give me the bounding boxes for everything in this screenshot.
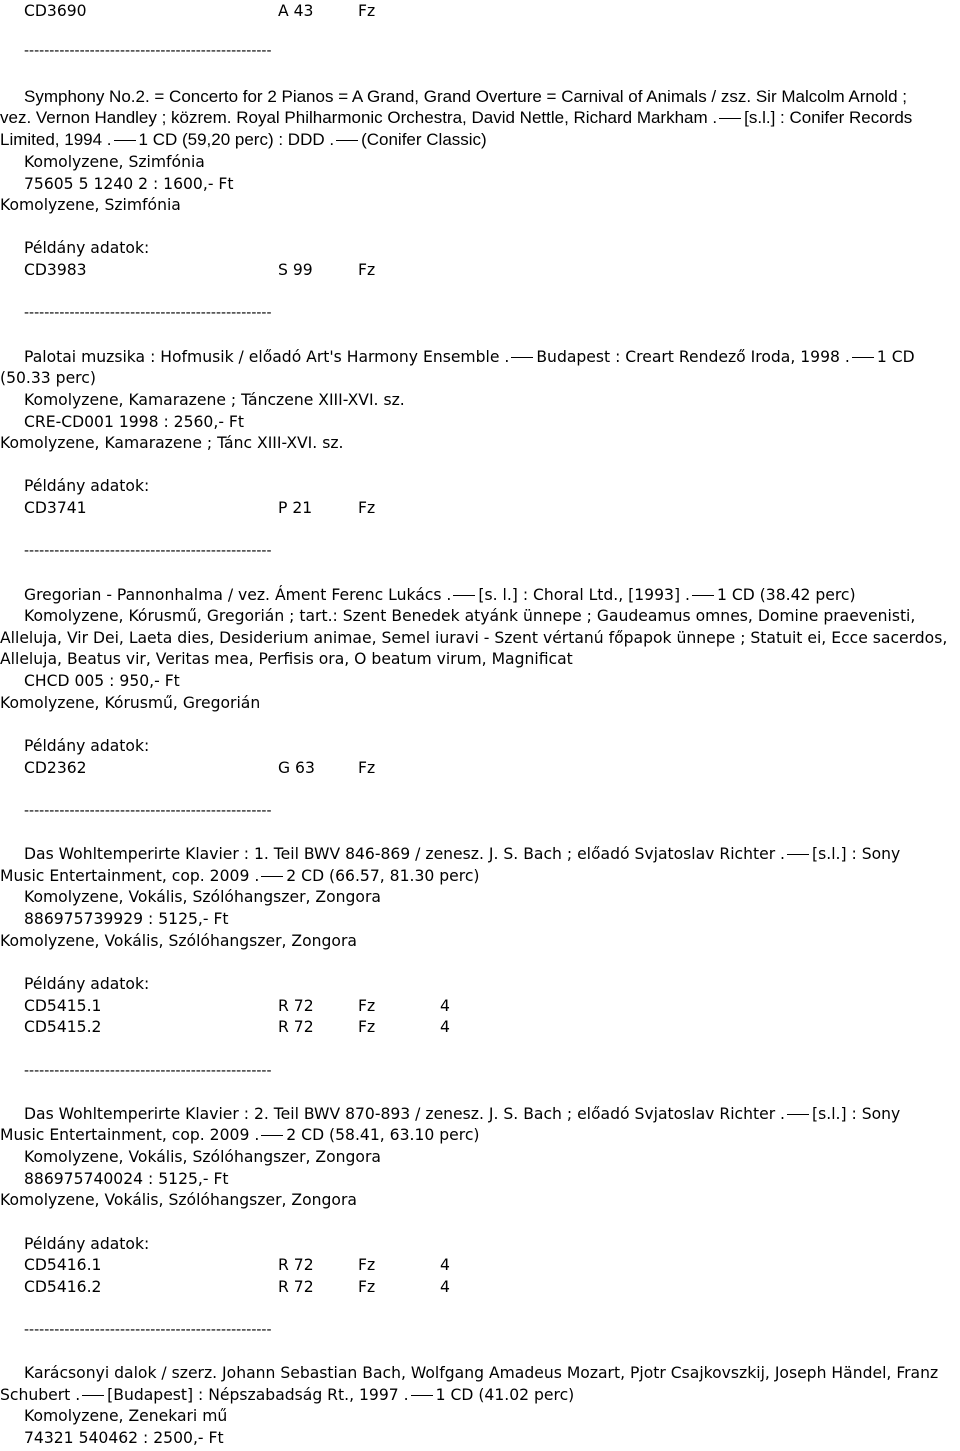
copy-location: Fz bbox=[358, 261, 376, 279]
copy-count: 4 bbox=[440, 1278, 450, 1296]
copy-row bbox=[0, 0, 960, 22]
record-subject: Komolyzene, Szimfónia bbox=[24, 153, 205, 171]
separator: ------------------------------------------------- bbox=[24, 803, 272, 819]
copy-id: CD5416.2 bbox=[24, 1278, 102, 1296]
record-title-line: Alleluja, Vir Dei, Laeta dies, Desiderium animae, Semel iuravi - Szent vértanú főpapok ünnepe ; Statuit ei, Ecce sacerdos, bbox=[0, 629, 948, 647]
copies-label: Példány adatok: bbox=[24, 737, 150, 755]
dash-icon bbox=[336, 140, 358, 141]
record-title-line: Music Entertainment, cop. 2009 . 2 CD (58.41, 63.10 perc) bbox=[0, 1126, 480, 1144]
record-subject-heading: Komolyzene, Szimfónia bbox=[0, 196, 181, 214]
copy-row bbox=[0, 757, 960, 779]
copy-shelf: S 99 bbox=[278, 261, 313, 279]
record-title-line: Komolyzene, Kórusmű, Gregorián ; tart.: Szent Benedek atyánk ünnepe ; Gaudeamus omnes, Domine praevenisti, bbox=[24, 607, 916, 625]
record-title-line: Symphony No.2. = Concerto for 2 Pianos = A Grand, Grand Overture = Carnival of Animals / zsz. Sir Malcolm Arnold ; bbox=[24, 87, 907, 106]
copy-id: CD3741 bbox=[24, 499, 87, 517]
copy-shelf: R 72 bbox=[278, 997, 314, 1015]
copy-shelf: R 72 bbox=[278, 1278, 314, 1296]
copy-row bbox=[0, 1254, 960, 1276]
copy-count: 4 bbox=[440, 1018, 450, 1036]
record-subject: Komolyzene, Vokális, Szólóhangszer, Zongora bbox=[24, 888, 381, 906]
record-title-line: Gregorian - Pannonhalma / vez. Áment Ferenc Lukács . [s. l.] : Choral Ltd., [1993] . 1 CD (38.42 perc) bbox=[24, 586, 856, 604]
copy-row bbox=[0, 259, 960, 281]
copy-location: Fz bbox=[358, 499, 376, 517]
record-title-line: Das Wohltemperirte Klavier : 2. Teil BWV 870-893 / zenesz. J. S. Bach ; előadó Svjatoslav Richter . [s.l.] : Sony bbox=[24, 1105, 901, 1123]
record-title-line: Palotai muzsika : Hofmusik / előadó Art's Harmony Ensemble . Budapest : Creart Rendező Iroda, 1998 . 1 CD bbox=[24, 348, 915, 366]
record-title-line: vez. Vernon Handley ; közrem. Royal Philharmonic Orchestra, David Nettle, Richard Markham . [s.l.] : Conifer Records bbox=[0, 108, 913, 127]
dash-icon bbox=[692, 595, 714, 596]
dash-icon bbox=[787, 1114, 809, 1115]
copy-location: Fz bbox=[358, 997, 376, 1015]
copy-id: CD5416.1 bbox=[24, 1256, 102, 1274]
dash-icon bbox=[82, 1395, 104, 1396]
copy-id: CD5415.1 bbox=[24, 997, 102, 1015]
copy-row bbox=[0, 1276, 960, 1298]
dash-icon bbox=[719, 118, 741, 119]
copy-count: 4 bbox=[440, 1256, 450, 1274]
separator: ------------------------------------------------- bbox=[24, 43, 272, 59]
separator: ------------------------------------------------- bbox=[24, 1063, 272, 1079]
copy-id: CD5415.2 bbox=[24, 1018, 102, 1036]
record-subject: Komolyzene, Vokális, Szólóhangszer, Zongora bbox=[24, 1148, 381, 1166]
record-subject-heading: Komolyzene, Kamarazene ; Tánc XIII-XVI. sz. bbox=[0, 434, 344, 452]
copy-shelf: G 63 bbox=[278, 759, 315, 777]
record-price: 886975740024 : 5125,- Ft bbox=[24, 1170, 229, 1188]
record-subject-heading: Komolyzene, Kórusmű, Gregorián bbox=[0, 694, 261, 712]
copies-label: Példány adatok: bbox=[24, 975, 150, 993]
record-price: 886975739929 : 5125,- Ft bbox=[24, 910, 229, 928]
record-subject: Komolyzene, Zenekari mű bbox=[24, 1407, 228, 1425]
dash-icon bbox=[453, 595, 475, 596]
copy-shelf: R 72 bbox=[278, 1018, 314, 1036]
copy-row bbox=[0, 497, 960, 519]
separator: ------------------------------------------------- bbox=[24, 1322, 272, 1338]
record-price: CHCD 005 : 950,- Ft bbox=[24, 672, 180, 690]
copy-location: Fz bbox=[358, 1018, 376, 1036]
copy-location: Fz bbox=[358, 1256, 376, 1274]
record-price: 75605 5 1240 2 : 1600,- Ft bbox=[24, 175, 234, 193]
copies-label: Példány adatok: bbox=[24, 477, 150, 495]
copies-label: Példány adatok: bbox=[24, 239, 150, 257]
copies-label: Példány adatok: bbox=[24, 1235, 150, 1253]
record-title-line: (50.33 perc) bbox=[0, 369, 96, 387]
record-title-line: Music Entertainment, cop. 2009 . 2 CD (66.57, 81.30 perc) bbox=[0, 867, 480, 885]
record-title-line: Karácsonyi dalok / szerz. Johann Sebastian Bach, Wolfgang Amadeus Mozart, Pjotr Csajkovszkij, Joseph Händel, Franz bbox=[24, 1364, 939, 1382]
dash-icon bbox=[261, 876, 283, 877]
record-price: CRE-CD001 1998 : 2560,- Ft bbox=[24, 413, 244, 431]
copy-shelf: A 43 bbox=[278, 2, 314, 20]
copy-shelf: R 72 bbox=[278, 1256, 314, 1274]
record-price: 74321 540462 : 2500,- Ft bbox=[24, 1429, 224, 1447]
record-subject-heading: Komolyzene, Vokális, Szólóhangszer, Zongora bbox=[0, 932, 357, 950]
record-title-line: Das Wohltemperirte Klavier : 1. Teil BWV 846-869 / zenesz. J. S. Bach ; előadó Svjatoslav Richter . [s.l.] : Sony bbox=[24, 845, 901, 863]
copy-shelf: P 21 bbox=[278, 499, 313, 517]
copy-id: CD3690 bbox=[24, 2, 87, 20]
dash-icon bbox=[852, 357, 874, 358]
record-subject: Komolyzene, Kamarazene ; Tánczene XIII-XVI. sz. bbox=[24, 391, 405, 409]
record-title-line: Alleluja, Beatus vir, Veritas mea, Perfisis ora, O beatum virum, Magnificat bbox=[0, 650, 573, 668]
copy-row bbox=[0, 995, 960, 1017]
record-subject-heading: Komolyzene, Vokális, Szólóhangszer, Zongora bbox=[0, 1191, 357, 1209]
copy-location: Fz bbox=[358, 1278, 376, 1296]
copy-row bbox=[0, 1016, 960, 1038]
copy-location: Fz bbox=[358, 2, 376, 20]
dash-icon bbox=[787, 854, 809, 855]
copy-id: CD2362 bbox=[24, 759, 87, 777]
copy-id: CD3983 bbox=[24, 261, 87, 279]
dash-icon bbox=[411, 1395, 433, 1396]
separator: ------------------------------------------------- bbox=[24, 305, 272, 321]
copy-location: Fz bbox=[358, 759, 376, 777]
dash-icon bbox=[511, 357, 533, 358]
dash-icon bbox=[261, 1135, 283, 1136]
copy-count: 4 bbox=[440, 997, 450, 1015]
record-title-line: Schubert . [Budapest] : Népszabadság Rt., 1997 . 1 CD (41.02 perc) bbox=[0, 1386, 575, 1404]
separator: ------------------------------------------------- bbox=[24, 543, 272, 559]
record-title-line: Limited, 1994 . 1 CD (59,20 perc) : DDD . (Conifer Classic) bbox=[0, 130, 487, 149]
dash-icon bbox=[114, 140, 136, 141]
